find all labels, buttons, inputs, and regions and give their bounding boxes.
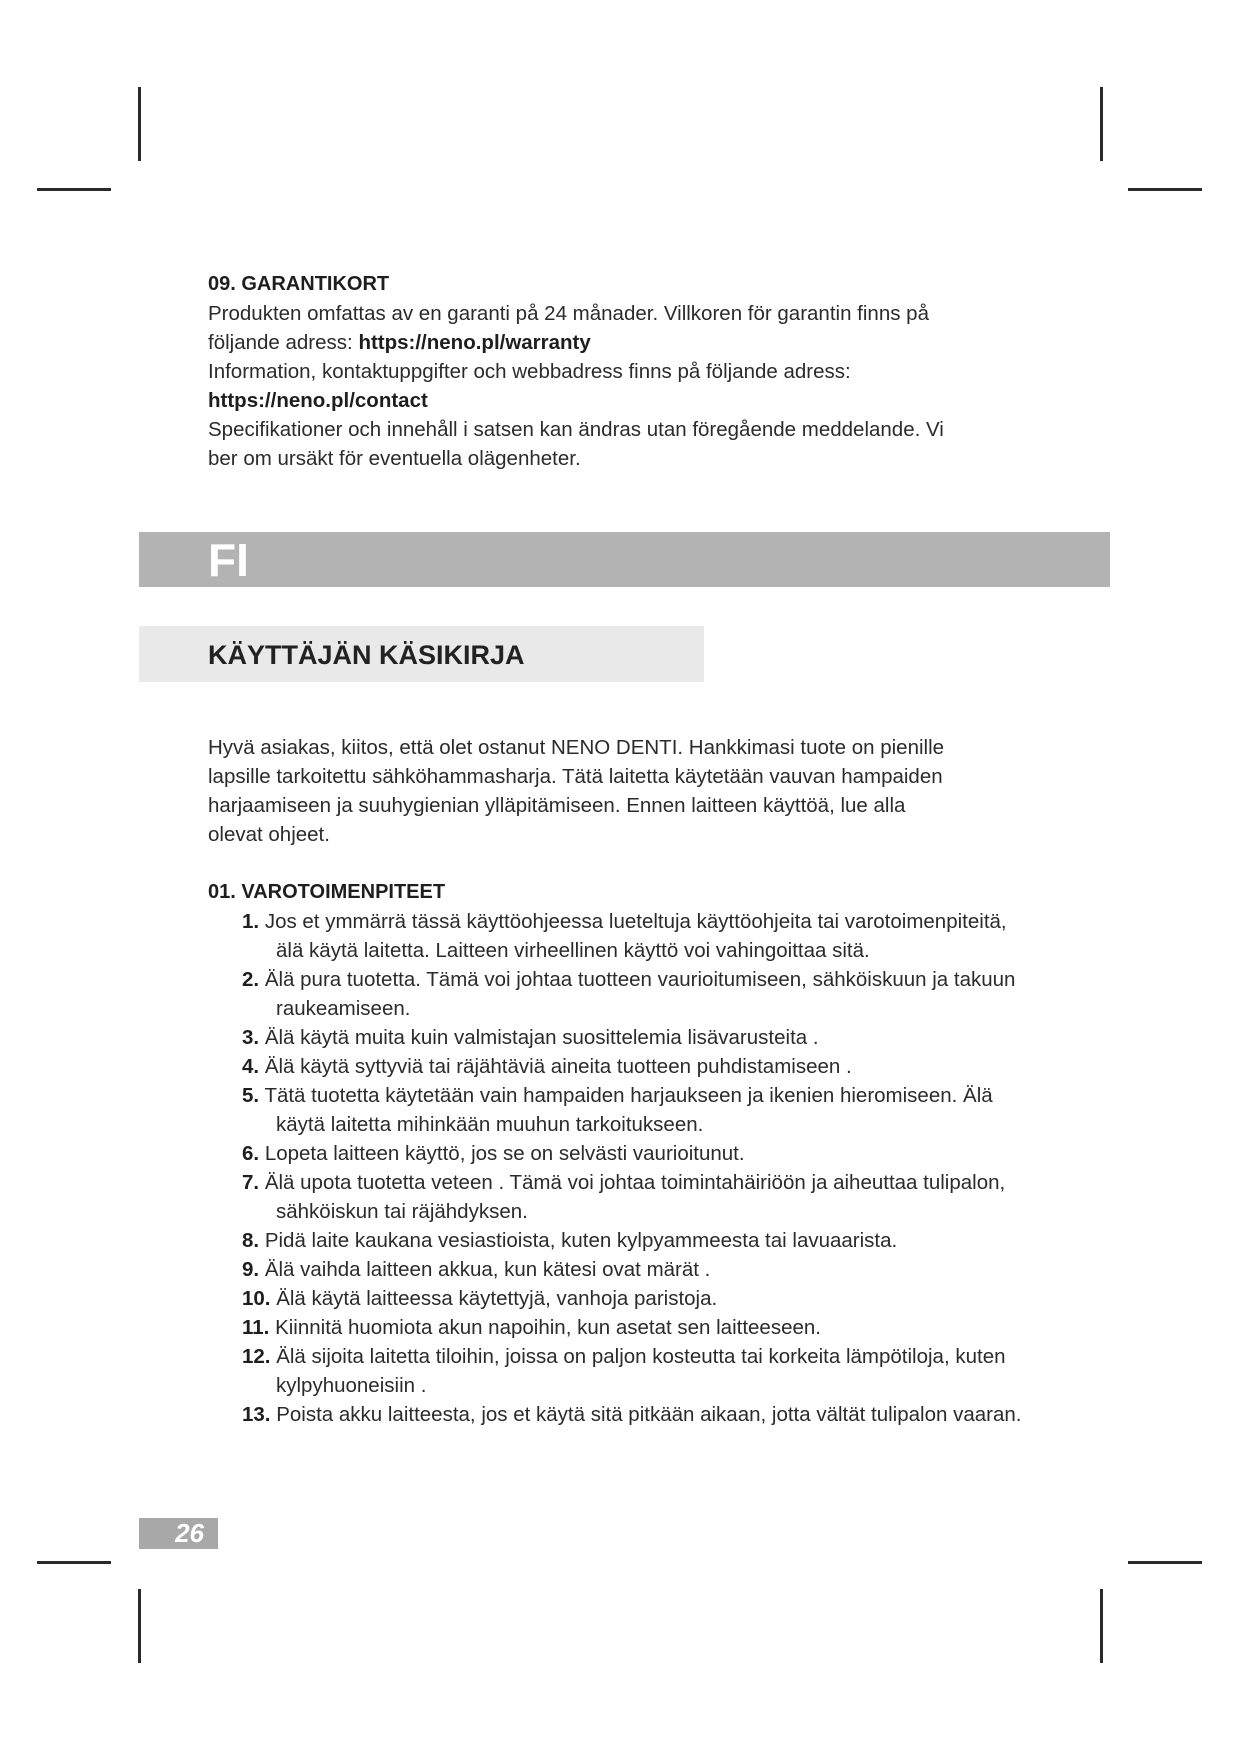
precautions-section — [208, 878, 1038, 1429]
crop-mark-top-right-horizontal — [1128, 188, 1202, 191]
item-text: Lopeta laitteen käyttö, jos se on selvästi vaurioitunut. — [264, 1142, 745, 1165]
item-text: Älä pura tuotetta. Tämä voi johtaa tuotteen vaurioitumiseen, sähköiskuun ja takuun raukeamiseen. — [264, 968, 1016, 1020]
precaution-item — [208, 1081, 1038, 1139]
intro-line: lapsille tarkoitettu sähköhammasharja. Tätä laitetta käytetään vauvan hampaiden — [208, 765, 943, 788]
item-number: 6. — [242, 1142, 260, 1165]
precaution-item — [208, 1400, 1038, 1429]
precaution-item — [208, 1139, 1038, 1168]
warranty-heading: 09. GARANTIKORT — [208, 273, 390, 295]
precaution-item — [208, 965, 1038, 1023]
item-number: 13. — [242, 1403, 271, 1426]
warranty-address-line — [208, 328, 1038, 357]
language-code: FI — [208, 534, 249, 586]
specifications-note-line: Specifikationer och innehåll i satsen kan ändras utan föregående meddelande. Vi — [208, 418, 944, 441]
contact-info-line: Information, kontaktuppgifter och webbadress finns på följande adress: — [208, 360, 851, 383]
item-text: Jos et ymmärrä tässä käyttöohjeessa lueteltuja käyttöohjeita tai varotoimenpiteitä, älä käytä laitetta. Laitteen virheellinen käyttö voi vahingoittaa sitä. — [264, 910, 1007, 962]
item-text: Pidä laite kaukana vesiastioista, kuten kylpyammeesta tai lavuaarista. — [264, 1229, 898, 1252]
warranty-text-line: Produkten omfattas av en garanti på 24 månader. Villkoren för garantin finns på — [208, 302, 929, 325]
page-number-badge — [139, 1518, 218, 1549]
crop-mark-bottom-right-vertical — [1100, 1589, 1103, 1663]
crop-mark-top-left-horizontal — [37, 188, 111, 191]
warranty-section — [208, 270, 1038, 473]
intro-line: Hyvä asiakas, kiitos, että olet ostanut NENO DENTI. Hankkimasi tuote on pienille — [208, 736, 945, 759]
crop-mark-bottom-right-horizontal — [1128, 1561, 1202, 1564]
precautions-list — [208, 907, 1038, 1429]
precaution-item — [208, 1284, 1038, 1313]
apology-note-line: ber om ursäkt för eventuella olägenheter. — [208, 447, 581, 470]
item-text: Älä vaihda laitteen akkua, kun kätesi ovat märät . — [264, 1258, 711, 1281]
warranty-url-link[interactable]: https://neno.pl/warranty — [358, 331, 591, 354]
intro-paragraph — [208, 733, 1038, 849]
item-text: Tätä tuotetta käytetään vain hampaiden harjaukseen ja ikenien hieromiseen. Älä käytä laitetta mihinkään muuhun tarkoitukseen. — [264, 1084, 993, 1136]
precaution-item — [208, 1023, 1038, 1052]
precaution-item — [208, 1226, 1038, 1255]
item-number: 8. — [242, 1229, 260, 1252]
item-text: Älä käytä muita kuin valmistajan suosittelemia lisävarusteita . — [264, 1026, 819, 1049]
contact-url-link[interactable]: https://neno.pl/contact — [208, 389, 428, 412]
item-number: 5. — [242, 1084, 260, 1107]
item-text: Älä sijoita laitetta tiloihin, joissa on paljon kosteutta tai korkeita lämpötiloja, kuten kylpyhuoneisiin . — [276, 1345, 1006, 1397]
precaution-item — [208, 907, 1038, 965]
page-number: 26 — [175, 1518, 204, 1548]
warranty-address-label: följande adress: — [208, 331, 359, 354]
precaution-item — [208, 1168, 1038, 1226]
intro-line: olevat ohjeet. — [208, 823, 330, 846]
language-bar — [139, 532, 1110, 587]
precaution-item — [208, 1255, 1038, 1284]
item-number: 1. — [242, 910, 260, 933]
precaution-item — [208, 1052, 1038, 1081]
item-text: Poista akku laitteesta, jos et käytä sitä pitkään aikaan, jotta vältät tulipalon vaaran. — [276, 1403, 1022, 1426]
crop-mark-top-left-vertical — [138, 87, 141, 161]
item-text: Kiinnitä huomiota akun napoihin, kun asetat sen laitteeseen. — [275, 1316, 821, 1339]
item-text: Älä upota tuotetta veteen . Tämä voi johtaa toimintahäiriöön ja aiheuttaa tulipalon, sähköiskun tai räjähdyksen. — [264, 1171, 1006, 1223]
item-number: 3. — [242, 1026, 260, 1049]
item-number: 12. — [242, 1345, 271, 1368]
precaution-item — [208, 1313, 1038, 1342]
manual-title: KÄYTTÄJÄN KÄSIKIRJA — [208, 640, 525, 670]
crop-mark-bottom-left-horizontal — [37, 1561, 111, 1564]
item-number: 10. — [242, 1287, 271, 1310]
item-number: 2. — [242, 968, 260, 991]
crop-mark-top-right-vertical — [1100, 87, 1103, 161]
crop-mark-bottom-left-vertical — [138, 1589, 141, 1663]
precautions-heading: 01. VAROTOIMENPITEET — [208, 881, 446, 903]
item-number: 7. — [242, 1171, 260, 1194]
manual-title-box — [139, 626, 704, 682]
item-number: 4. — [242, 1055, 260, 1078]
intro-line: harjaamiseen ja suuhygienian ylläpitämiseen. Ennen laitteen käyttöä, lue alla — [208, 794, 906, 817]
item-number: 9. — [242, 1258, 260, 1281]
precaution-item — [208, 1342, 1038, 1400]
item-number: 11. — [242, 1316, 270, 1339]
item-text: Älä käytä syttyviä tai räjähtäviä aineita tuotteen puhdistamiseen . — [264, 1055, 852, 1078]
item-text: Älä käytä laitteessa käytettyjä, vanhoja paristoja. — [276, 1287, 718, 1310]
